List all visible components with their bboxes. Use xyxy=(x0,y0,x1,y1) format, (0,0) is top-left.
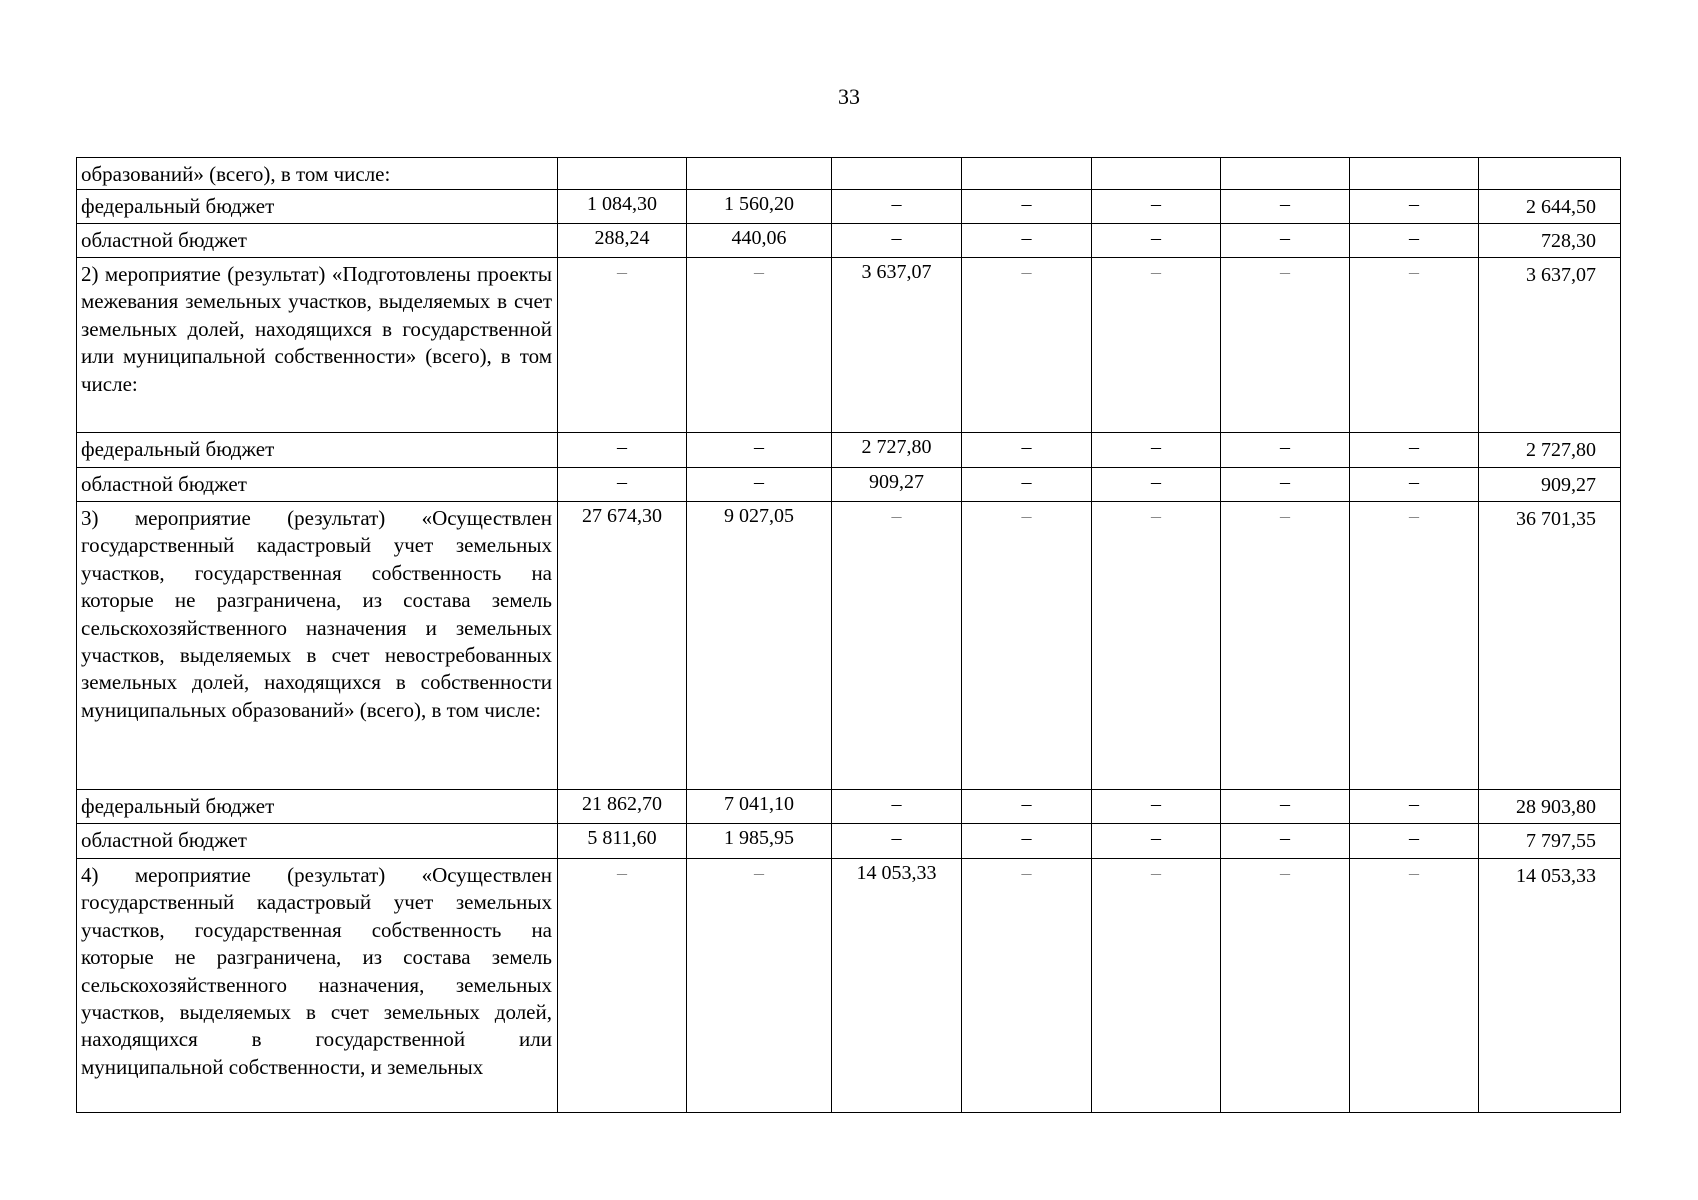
value-cell: – xyxy=(1221,258,1350,433)
value-cell: 7 041,10 xyxy=(687,790,832,824)
value-cell: – xyxy=(1350,824,1479,859)
value-cell: – xyxy=(962,824,1092,859)
row-label: 4) мероприятие (результат) «Осуществлен государственный кадастровый учет земельных участков, государственная собственность на которые не разграничена, из состава земель сельскохозяйственного назначения, земельных участков, выделяемых в счет земельных долей, находящихся в государственной или муниципальной собственности, и земельных xyxy=(77,859,558,1113)
value-cell: 5 811,60 xyxy=(558,824,687,859)
value-cell: – xyxy=(1350,224,1479,258)
table-row xyxy=(77,790,1621,824)
value-cell: – xyxy=(962,190,1092,224)
value-cell: – xyxy=(962,502,1092,790)
value-cell: – xyxy=(1221,190,1350,224)
value-cell xyxy=(832,158,962,190)
value-cell: – xyxy=(1092,859,1221,1113)
value-cell xyxy=(962,158,1092,190)
value-cell: – xyxy=(962,433,1092,468)
value-cell: – xyxy=(962,224,1092,258)
value-cell: – xyxy=(1221,824,1350,859)
row-label: областной бюджет xyxy=(77,224,558,258)
value-cell: – xyxy=(687,258,832,433)
value-cell: – xyxy=(962,468,1092,502)
value-cell: 27 674,30 xyxy=(558,502,687,790)
table-row xyxy=(77,824,1621,859)
value-cell: – xyxy=(1350,502,1479,790)
page-number: 33 xyxy=(838,84,860,109)
table-row xyxy=(77,502,1621,790)
value-cell: 1 084,30 xyxy=(558,190,687,224)
value-cell: 1 560,20 xyxy=(687,190,832,224)
total-cell: 7 797,55 xyxy=(1479,824,1621,859)
value-cell: – xyxy=(962,859,1092,1113)
table-row xyxy=(77,224,1621,258)
value-cell xyxy=(1221,158,1350,190)
value-cell: – xyxy=(1092,190,1221,224)
value-cell: – xyxy=(832,824,962,859)
value-cell: – xyxy=(962,258,1092,433)
value-cell: – xyxy=(832,502,962,790)
value-cell: – xyxy=(832,790,962,824)
value-cell: 14 053,33 xyxy=(832,859,962,1113)
row-label: федеральный бюджет xyxy=(77,190,558,224)
value-cell: – xyxy=(1350,790,1479,824)
table-row xyxy=(77,468,1621,502)
value-cell: – xyxy=(1092,258,1221,433)
value-cell: – xyxy=(1221,224,1350,258)
value-cell: – xyxy=(1350,433,1479,468)
value-cell: – xyxy=(558,859,687,1113)
row-label: федеральный бюджет xyxy=(77,433,558,468)
total-cell: 28 903,80 xyxy=(1479,790,1621,824)
row-label: федеральный бюджет xyxy=(77,790,558,824)
total-cell: 2 644,50 xyxy=(1479,190,1621,224)
value-cell: 2 727,80 xyxy=(832,433,962,468)
value-cell: – xyxy=(1221,859,1350,1113)
value-cell: – xyxy=(558,258,687,433)
value-cell: 288,24 xyxy=(558,224,687,258)
total-cell: 728,30 xyxy=(1479,224,1621,258)
table-row xyxy=(77,158,1621,190)
value-cell: – xyxy=(1350,859,1479,1113)
row-label: областной бюджет xyxy=(77,824,558,859)
value-cell: – xyxy=(1092,502,1221,790)
value-cell: – xyxy=(558,468,687,502)
value-cell: – xyxy=(1092,224,1221,258)
value-cell: – xyxy=(1092,824,1221,859)
value-cell: – xyxy=(962,790,1092,824)
table-row xyxy=(77,433,1621,468)
value-cell: – xyxy=(687,433,832,468)
value-cell: – xyxy=(1221,433,1350,468)
total-cell: 2 727,80 xyxy=(1479,433,1621,468)
row-label: областной бюджет xyxy=(77,468,558,502)
value-cell: – xyxy=(1221,790,1350,824)
value-cell: – xyxy=(687,468,832,502)
row-label: образований» (всего), в том числе: xyxy=(77,158,558,190)
value-cell: 3 637,07 xyxy=(832,258,962,433)
table-row xyxy=(77,190,1621,224)
value-cell: – xyxy=(1350,468,1479,502)
value-cell: 1 985,95 xyxy=(687,824,832,859)
value-cell: – xyxy=(1092,433,1221,468)
value-cell: 9 027,05 xyxy=(687,502,832,790)
total-cell: 14 053,33 xyxy=(1479,859,1621,1113)
value-cell: – xyxy=(1092,790,1221,824)
value-cell xyxy=(1350,158,1479,190)
value-cell xyxy=(1092,158,1221,190)
value-cell: – xyxy=(1092,468,1221,502)
budget-table xyxy=(76,157,1621,1113)
value-cell: – xyxy=(832,224,962,258)
value-cell: – xyxy=(1350,190,1479,224)
value-cell: – xyxy=(1350,258,1479,433)
value-cell: – xyxy=(558,433,687,468)
value-cell: 909,27 xyxy=(832,468,962,502)
value-cell: – xyxy=(1221,468,1350,502)
row-label: 2) мероприятие (результат) «Подготовлены проекты межевания земельных участков, выделяемых в счет земельных долей, находящихся в государственной или муниципальной собственности» (всего), в том числе: xyxy=(77,258,558,433)
total-cell: 909,27 xyxy=(1479,468,1621,502)
table-row xyxy=(77,859,1621,1113)
row-label: 3) мероприятие (результат) «Осуществлен государственный кадастровый учет земельных участков, государственная собственность на которые не разграничена, из состава земель сельскохозяйственного назначения и земельных участков, выделяемых в счет невостребованных земельных долей, находящихся в собственности муниципальных образований» (всего), в том числе: xyxy=(77,502,558,790)
value-cell: – xyxy=(1221,502,1350,790)
value-cell: 21 862,70 xyxy=(558,790,687,824)
table-row xyxy=(77,258,1621,433)
total-cell: 36 701,35 xyxy=(1479,502,1621,790)
value-cell xyxy=(687,158,832,190)
total-cell xyxy=(1479,158,1621,190)
total-cell: 3 637,07 xyxy=(1479,258,1621,433)
value-cell: – xyxy=(687,859,832,1113)
value-cell: – xyxy=(832,190,962,224)
value-cell xyxy=(558,158,687,190)
value-cell: 440,06 xyxy=(687,224,832,258)
